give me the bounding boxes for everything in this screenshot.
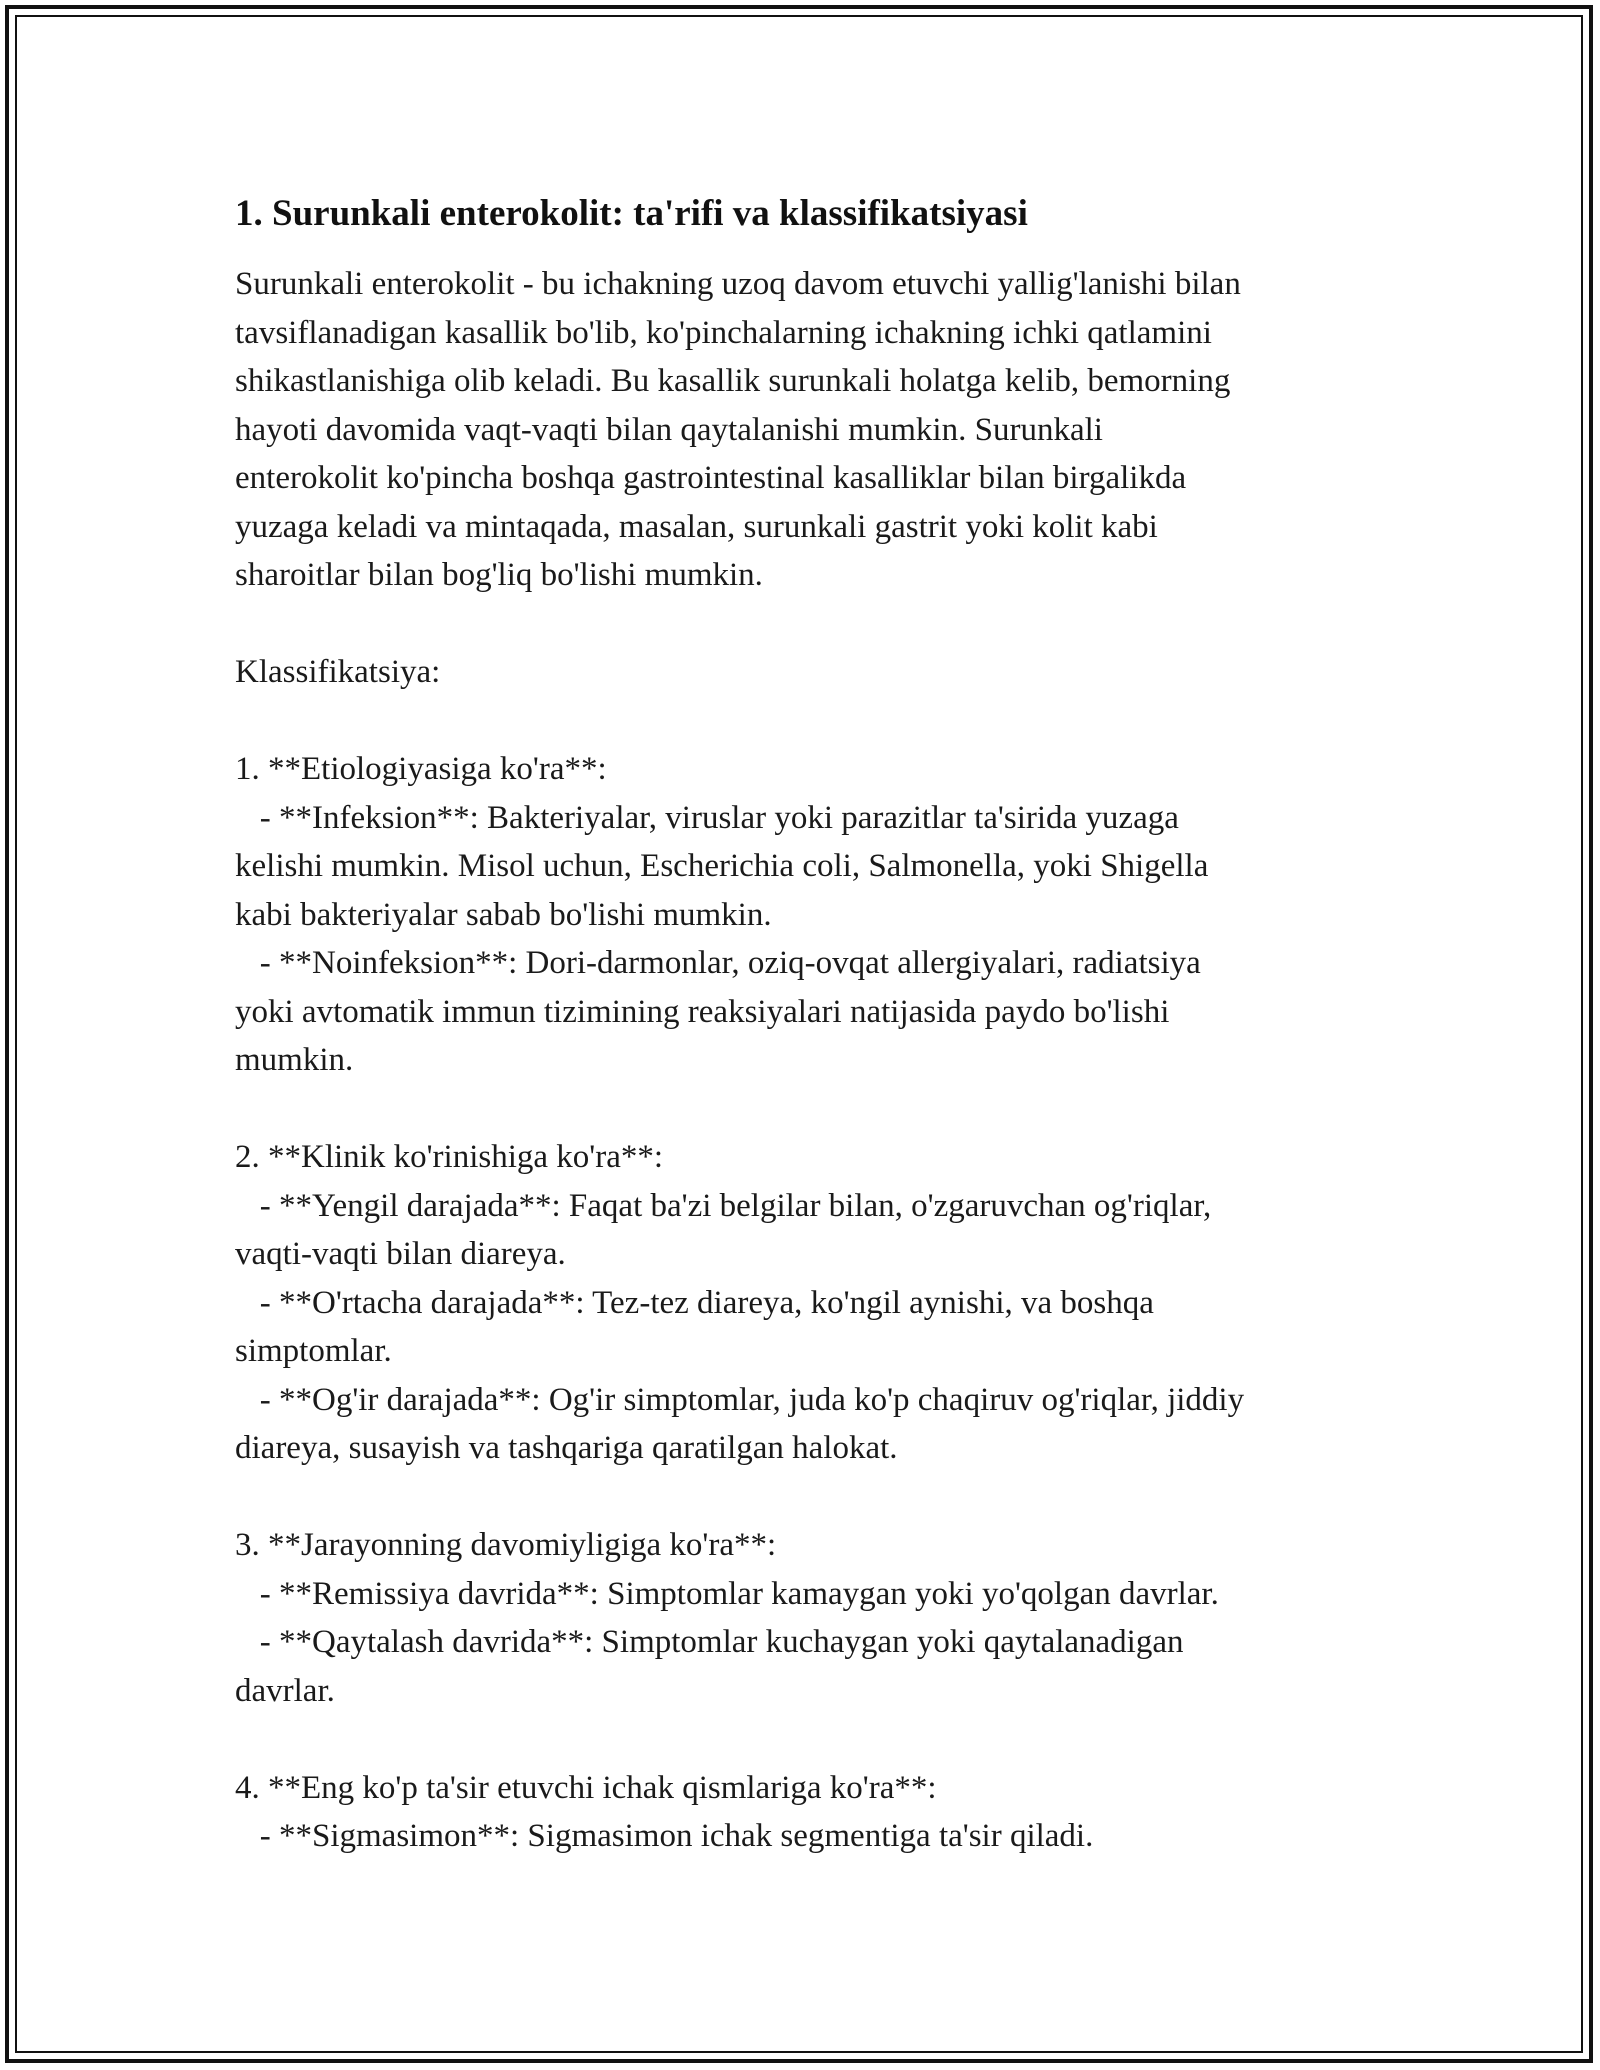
- text-line: [235, 1473, 1375, 1522]
- text-line: 4. **Eng ko'p ta'sir etuvchi ichak qismlariga ko'ra**:: [235, 1769, 937, 1806]
- text-line: yoki avtomatik immun tizimining reaksiyalari natijasida paydo bo'lishi: [235, 993, 1170, 1030]
- text-line: shikastlanishiga olib keladi. Bu kasallik surunkali holatga kelib, bemorning: [235, 363, 1231, 399]
- text-line: Klassifikatsiya:: [235, 654, 441, 690]
- text-line: - **Sigmasimon**: Sigmasimon ichak segmentiga ta'sir qiladi.: [235, 1818, 1094, 1854]
- text-line: - **Remissiya davrida**: Simptomlar kamaygan yoki yo'qolgan davrlar.: [235, 1575, 1219, 1612]
- text-line: simptomlar.: [235, 1333, 392, 1369]
- text-line: tavsiflanadigan kasallik bo'lib, ko'pinchalarning ichakning ichki qatlamini: [235, 314, 1212, 351]
- document-title: 1. Surunkali enterokolit: ta'rifi va klassifikatsiyasi: [235, 193, 1028, 234]
- text-line: - **Og'ir darajada**: Og'ir simptomlar, juda ko'p chaqiruv og'riqlar, jiddiy: [235, 1381, 1245, 1418]
- text-line: yuzaga keladi va mintaqada, masalan, surunkali gastrit yoki kolit kabi: [235, 508, 1158, 545]
- text-line: sharoitlar bilan bog'liq bo'lishi mumkin.: [235, 557, 763, 593]
- text-line: [235, 600, 1375, 649]
- text-line: [235, 1085, 1375, 1134]
- text-line: davrlar.: [235, 1672, 335, 1709]
- text-line: enterokolit ko'pincha boshqa gastrointestinal kasalliklar bilan birgalikda: [235, 460, 1187, 496]
- document-body: [235, 186, 1375, 1861]
- text-line: vaqti-vaqti bilan diareya.: [235, 1236, 566, 1272]
- text-line: 2. **Klinik ko'rinishiga ko'ra**:: [235, 1139, 664, 1175]
- text-line: mumkin.: [235, 1042, 354, 1078]
- text-line: Surunkali enterokolit - bu ichakning uzoq davom etuvchi yallig'lanishi bilan: [235, 266, 1241, 302]
- text-line: - **O'rtacha darajada**: Tez-tez diareya, ko'ngil aynishi, va boshqa: [235, 1284, 1154, 1321]
- text-line: kelishi mumkin. Misol uchun, Escherichia coli, Salmonella, yoki Shigella: [235, 848, 1209, 884]
- text-line: - **Yengil darajada**: Faqat ba'zi belgilar bilan, o'zgaruvchan og'riqlar,: [235, 1187, 1212, 1224]
- text-line: 3. **Jarayonning davomiyligiga ko'ra**:: [235, 1527, 777, 1563]
- text-line: - **Qaytalash davrida**: Simptomlar kuchaygan yoki qaytalanadigan: [235, 1624, 1184, 1660]
- text-line: - **Noinfeksion**: Dori-darmonlar, oziq-ovqat allergiyalari, radiatsiya: [235, 945, 1201, 981]
- text-line: hayoti davomida vaqt-vaqti bilan qaytalanishi mumkin. Surunkali: [235, 411, 1103, 448]
- text-line: kabi bakteriyalar sabab bo'lishi mumkin.: [235, 896, 772, 933]
- document-text: [235, 260, 1375, 1861]
- text-line: 1. **Etiologiyasiga ko'ra**:: [235, 751, 607, 787]
- text-line: diareya, susayish va tashqariga qaratilgan halokat.: [235, 1430, 898, 1466]
- text-line: - **Infeksion**: Bakteriyalar, viruslar yoki parazitlar ta'sirida yuzaga: [235, 799, 1179, 836]
- text-line: [235, 1715, 1375, 1764]
- text-line: [235, 697, 1375, 746]
